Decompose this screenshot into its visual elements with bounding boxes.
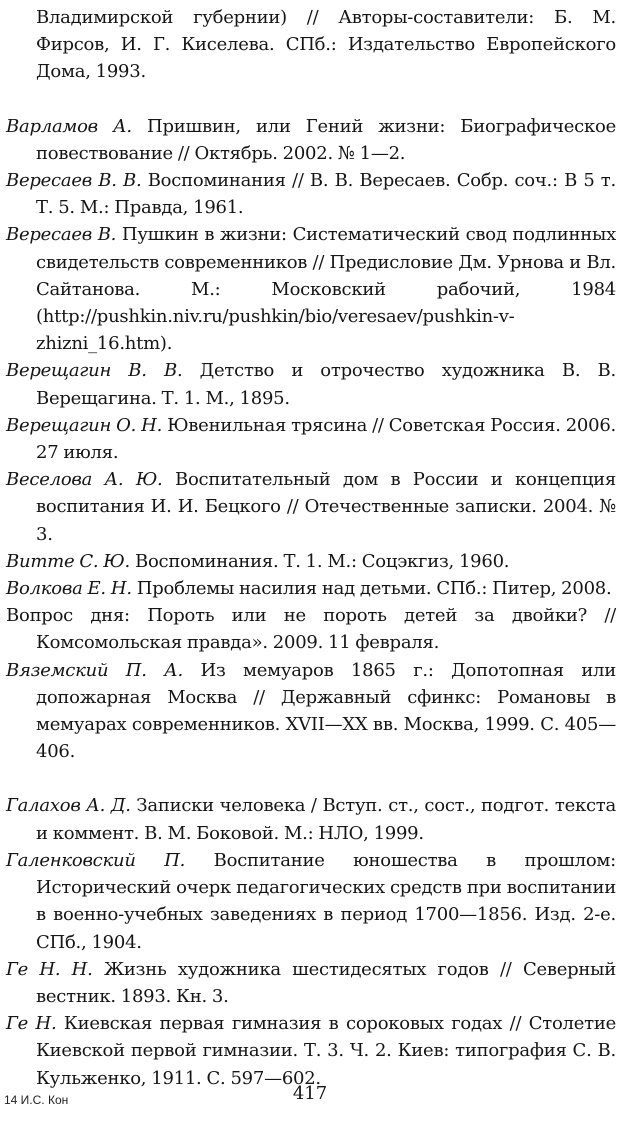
bib-entry: Галахов А. Д. Записки человека / Вступ. ст., сост., подгот. текста и коммент. В. М. Боковой. М.: НЛО, 1999. [6, 795, 616, 844]
bib-author: Галенковский П. [6, 849, 186, 871]
bib-entry: Верещагин В. В. Детство и отрочество художника В. В. Верещагина. Т. 1. М., 1895. [6, 360, 616, 409]
bib-entry: Верещагин О. Н. Ювенильная трясина // Советская Россия. 2006. 27 июля. [6, 414, 616, 464]
bib-entry: Вересаев В. Пушкин в жизни: Систематический свод подлинных свидетельств современников // Предисловие Дм. Урнова и Вл. Сайтанова. М.: Московский рабочий, 1984 (http://pushkin.niv.ru/pushkin/bio/veresaev/pushkin-v-zhizni_16.htm). [6, 224, 616, 355]
bib-author: Витте С. Ю. [6, 550, 130, 572]
bib-entry: Варламов А. Пришвин, или Гений жизни: Биографическое повествование // Октябрь. 2002. № 1—2. [6, 115, 616, 164]
bib-entry: Вяземский П. А. Из мемуаров 1865 г.: Допотопная или допожарная Москва // Державный сфинкс: Романовы в мемуарах современников. XVII—XX вв. Москва, 1999. С. 405—406. [6, 659, 616, 763]
bib-entry: Витте С. Ю. Воспоминания. Т. 1. М.: Соцэкгиз, 1960. [6, 550, 510, 572]
printer-signature: 14 И.С. Кон [4, 1093, 69, 1107]
bib-author: Вересаев В. В. [6, 170, 142, 192]
page-number: 417 [292, 1083, 328, 1104]
bibliography-page [6, 4, 616, 1092]
bib-entry: Веселова А. Ю. Воспитательный дом в России и концепция воспитания И. И. Бецкого // Отечественные записки. 2004. № 3. [6, 469, 617, 545]
bib-entry: Владимирской губернии) // Авторы-составители: Б. М. Фирсов, И. Г. Киселева. СПб.: Издательство Европейского Дома, 1993. [36, 7, 616, 83]
bib-author: Галахов А. Д. [6, 795, 131, 817]
bib-entry: Волкова Е. Н. Проблемы насилия над детьми. СПб.: Питер, 2008. [6, 578, 612, 600]
bib-author: Ге Н. Н. [6, 958, 93, 980]
bib-author: Веселова А. Ю. [6, 469, 163, 491]
bib-entry: Галенковский П. Воспитание юношества в прошлом: Исторический очерк педагогических средств при воспитании в военно-учебных заведениях в период 1700—1856. Изд. 2-е. СПб., 1904. [6, 849, 616, 953]
bib-author: Вересаев В. [6, 224, 117, 246]
bib-entry: Ге Н. Киевская первая гимназия в сороковых годах // Столетие Киевской первой гимназии. Т. 3. Ч. 2. Киев: типография С. В. Кульженко, 1911. С. 597—602. [6, 1013, 616, 1089]
bib-author: Вяземский П. А. [6, 659, 184, 681]
bib-author: Ге Н. [6, 1013, 57, 1035]
bib-entry: Вопрос дня: Пороть или не пороть детей за двойки? // Комсомольская правда». 2009. 11 февраля. [6, 605, 616, 654]
bib-author: Верещагин В. В. [6, 360, 183, 382]
bib-author: Волкова Е. Н. [6, 578, 132, 600]
bib-entry: Ге Н. Н. Жизнь художника шестидесятых годов // Северный вестник. 1893. Кн. 3. [6, 958, 616, 1007]
bib-entry: Вересаев В. В. Воспоминания // В. В. Вересаев. Собр. соч.: В 5 т. Т. 5. М.: Правда, 1961. [6, 170, 616, 219]
bib-author: Верещагин О. Н. [6, 414, 163, 436]
bib-author: Варламов А. [6, 115, 132, 137]
